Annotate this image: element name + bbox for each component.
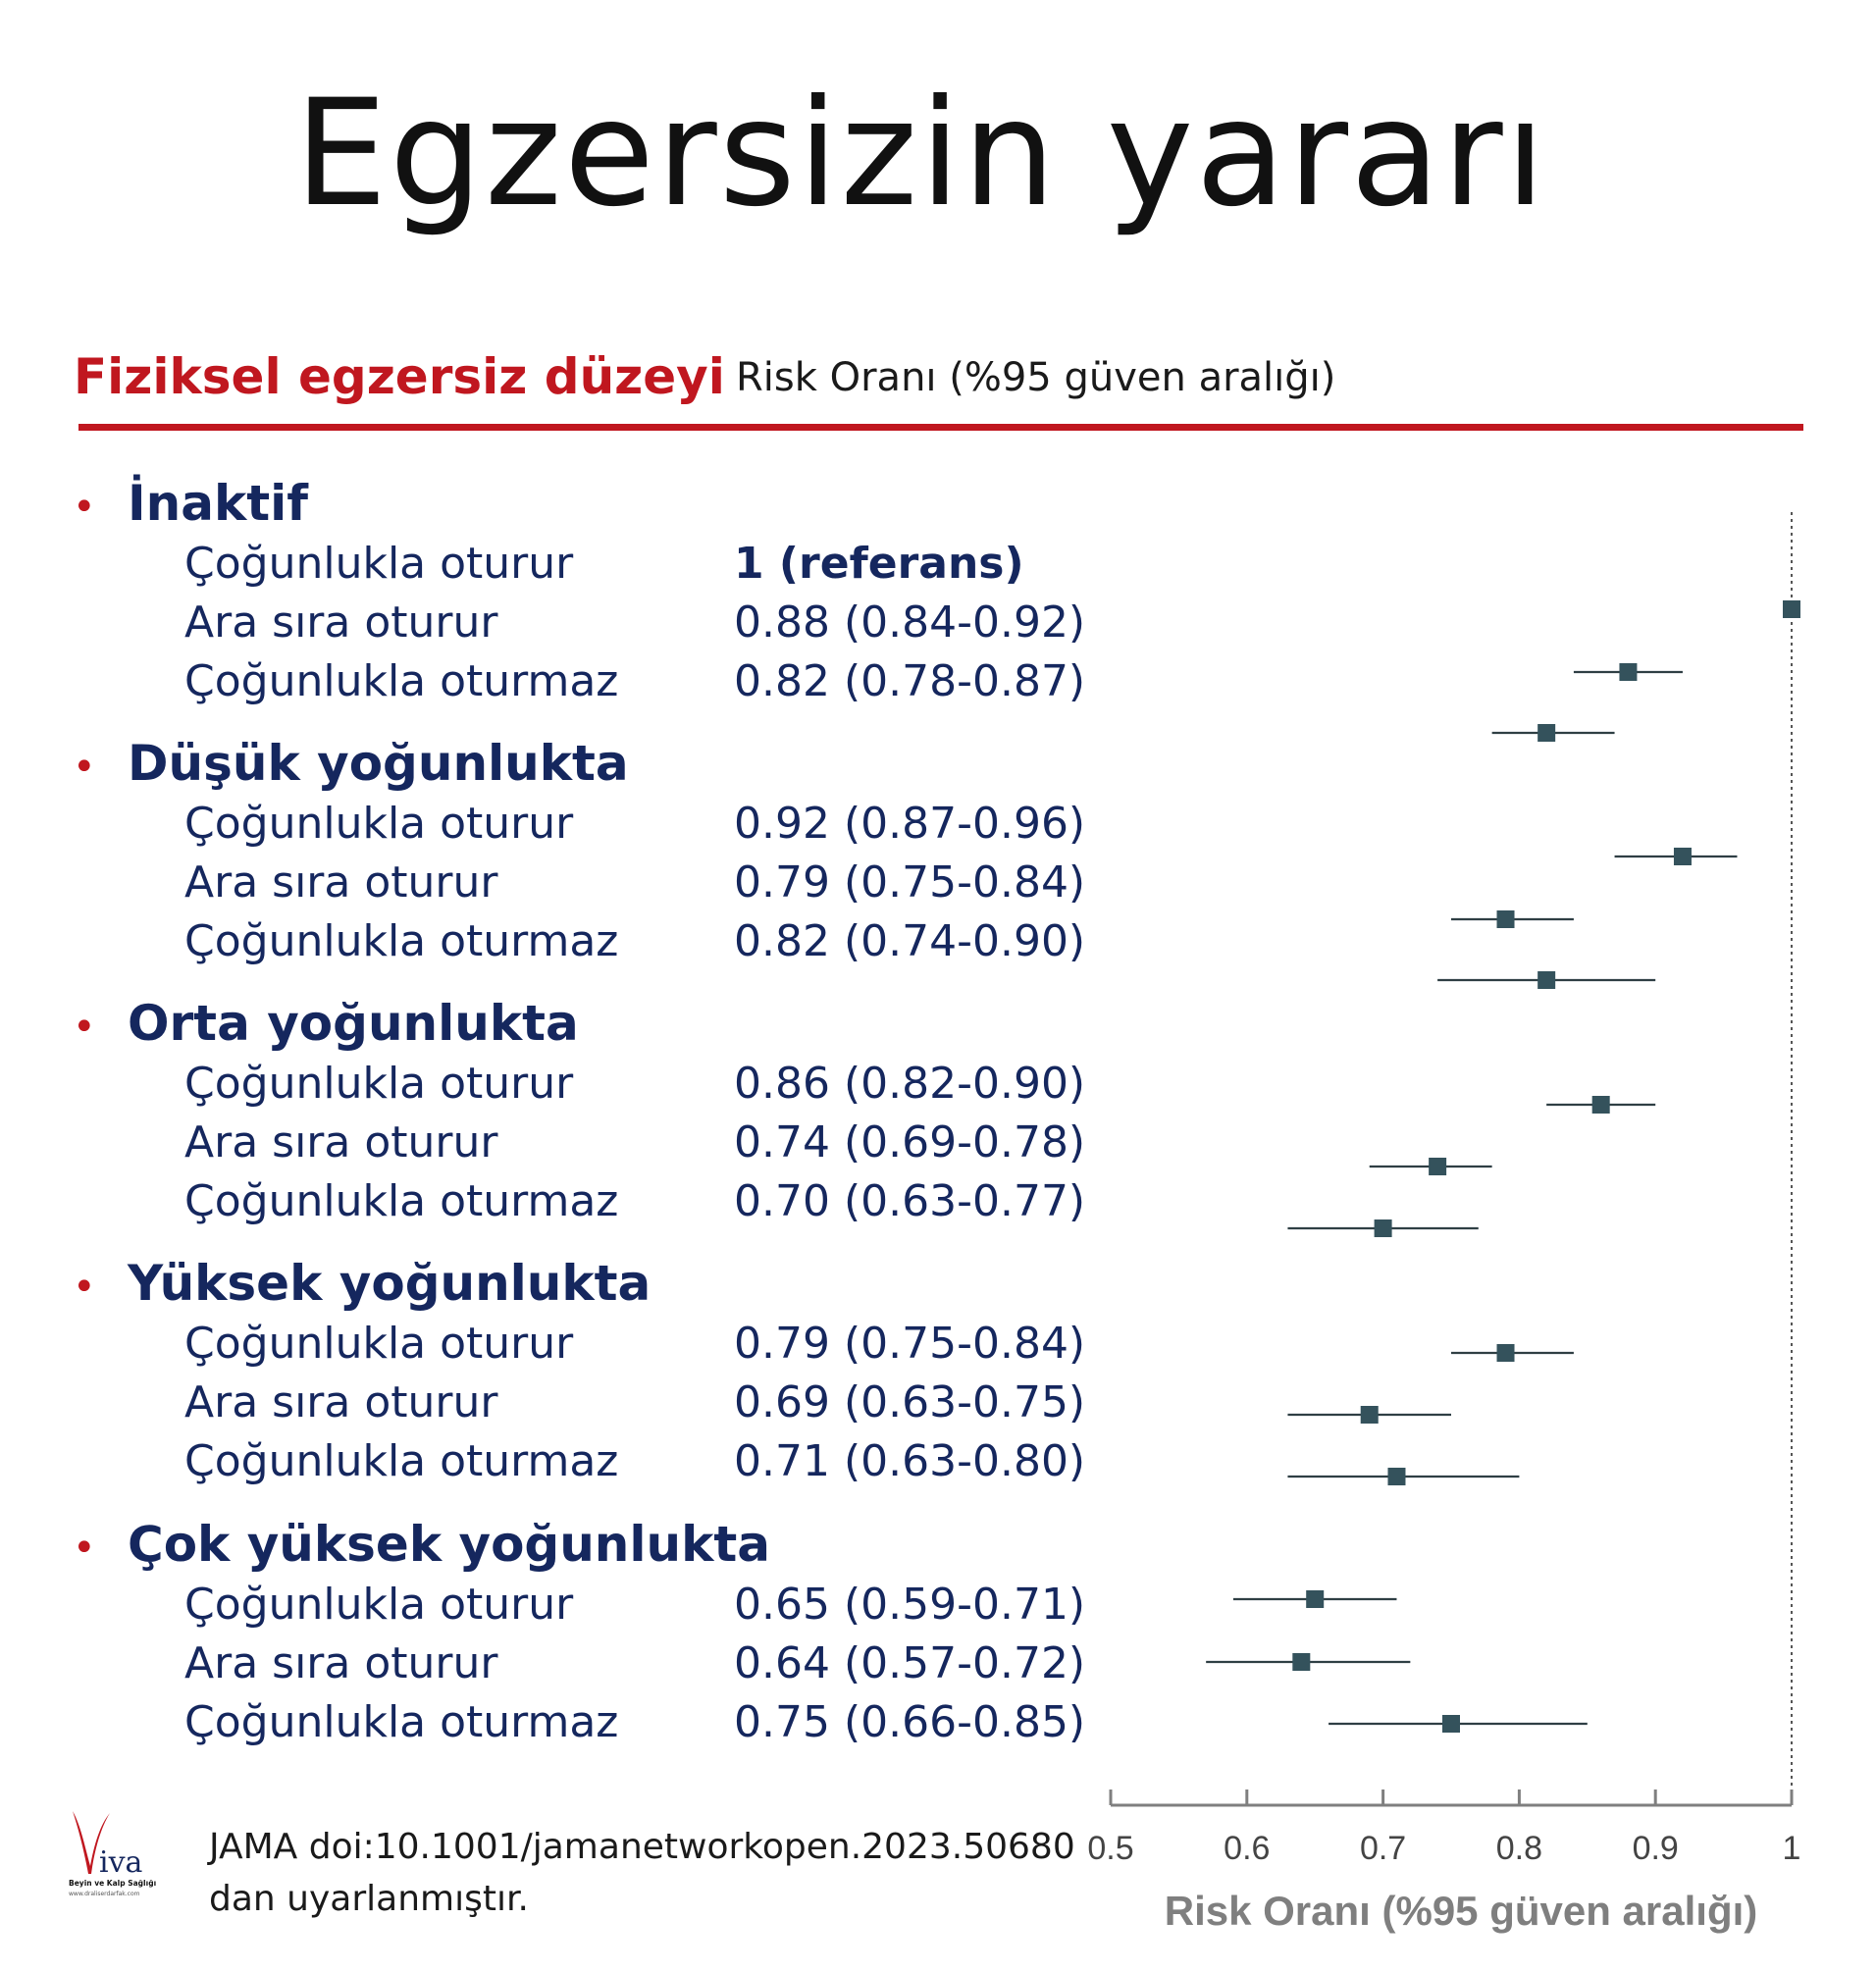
bullet-icon: • [73, 485, 96, 530]
row-risk-ratio: 0.71 (0.63-0.80) [734, 1436, 1086, 1486]
x-tick-label: 1 [1782, 1830, 1801, 1867]
group-heading: İnaktif [128, 475, 308, 532]
bullet-icon: • [73, 745, 96, 790]
point-marker [1497, 910, 1515, 928]
row-risk-ratio: 1 (referans) [734, 539, 1024, 589]
row-label: Çoğunlukla oturmaz [184, 916, 619, 966]
x-tick-label: 0.7 [1359, 1830, 1407, 1867]
point-marker [1497, 1344, 1515, 1362]
row-risk-ratio: 0.75 (0.66-0.85) [734, 1697, 1086, 1747]
row-risk-ratio: 0.82 (0.78-0.87) [734, 656, 1086, 706]
slide-title: Egzersizin yararı [294, 69, 1548, 239]
row-risk-ratio: 0.82 (0.74-0.90) [734, 916, 1086, 966]
x-tick-label: 0.9 [1632, 1830, 1679, 1867]
header-divider [78, 424, 1803, 431]
row-risk-ratio: 0.79 (0.75-0.84) [734, 857, 1086, 908]
point-marker [1442, 1715, 1460, 1733]
citation-line-2: dan uyarlanmıştır. [209, 1879, 529, 1919]
row-label: Çoğunlukla oturur [184, 539, 574, 589]
row-label: Çoğunlukla oturmaz [184, 1176, 619, 1226]
row-risk-ratio: 0.79 (0.75-0.84) [734, 1319, 1086, 1369]
citation-line-1: JAMA doi:10.1001/jamanetworkopen.2023.50680 [209, 1827, 1075, 1867]
point-marker [1375, 1219, 1392, 1237]
row-risk-ratio: 0.64 (0.57-0.72) [734, 1638, 1086, 1688]
logo-tagline: Beyin ve Kalp Sağlığı [69, 1879, 157, 1888]
row-risk-ratio: 0.86 (0.82-0.90) [734, 1059, 1086, 1109]
forest-plot [1069, 500, 1876, 1971]
point-marker [1537, 971, 1555, 989]
row-label: Çoğunlukla oturur [184, 1580, 574, 1630]
column-header-risk-ratio: Risk Oranı (%95 güven aralığı) [736, 355, 1336, 400]
point-marker [1429, 1158, 1446, 1175]
row-label: Ara sıra oturur [184, 1117, 498, 1167]
row-label: Çoğunlukla oturmaz [184, 1436, 619, 1486]
x-tick-label: 0.8 [1495, 1830, 1543, 1867]
point-marker [1292, 1653, 1310, 1671]
point-marker [1387, 1468, 1405, 1485]
bullet-icon: • [73, 1005, 96, 1050]
row-label: Ara sıra oturur [184, 857, 498, 908]
bullet-icon: • [73, 1526, 96, 1571]
row-risk-ratio: 0.92 (0.87-0.96) [734, 799, 1086, 849]
row-label: Çoğunlukla oturur [184, 1059, 574, 1109]
row-label: Ara sıra oturur [184, 597, 498, 648]
row-risk-ratio: 0.69 (0.63-0.75) [734, 1377, 1086, 1427]
row-label: Çoğunlukla oturmaz [184, 656, 619, 706]
viva-logo [67, 1805, 165, 1898]
group-heading: Yüksek yoğunlukta [128, 1255, 651, 1312]
x-axis-title: Risk Oranı (%95 güven aralığı) [1164, 1888, 1758, 1934]
point-marker [1592, 1096, 1610, 1114]
row-risk-ratio: 0.70 (0.63-0.77) [734, 1176, 1086, 1226]
row-label: Ara sıra oturur [184, 1638, 498, 1688]
point-marker [1306, 1590, 1324, 1608]
column-header-exercise-level: Fiziksel egzersiz düzeyi [74, 348, 725, 405]
row-risk-ratio: 0.88 (0.84-0.92) [734, 597, 1086, 648]
row-label: Çoğunlukla oturur [184, 1319, 574, 1369]
row-risk-ratio: 0.65 (0.59-0.71) [734, 1580, 1086, 1630]
point-marker [1537, 724, 1555, 742]
bullet-icon: • [73, 1265, 96, 1310]
row-label: Çoğunlukla oturur [184, 799, 574, 849]
x-tick-label: 0.5 [1087, 1830, 1134, 1867]
point-marker [1619, 663, 1637, 681]
row-risk-ratio: 0.74 (0.69-0.78) [734, 1117, 1086, 1167]
group-heading: Düşük yoğunlukta [128, 735, 629, 792]
group-heading: Çok yüksek yoğunlukta [128, 1516, 771, 1573]
row-label: Ara sıra oturur [184, 1377, 498, 1427]
point-marker [1783, 600, 1800, 618]
point-marker [1674, 848, 1692, 865]
x-tick-label: 0.6 [1224, 1830, 1271, 1867]
group-heading: Orta yoğunlukta [128, 995, 579, 1052]
point-marker [1361, 1406, 1379, 1424]
logo-text: iva [99, 1845, 143, 1880]
logo-url: www.draliserdarfak.com [69, 1891, 140, 1897]
row-label: Çoğunlukla oturmaz [184, 1697, 619, 1747]
